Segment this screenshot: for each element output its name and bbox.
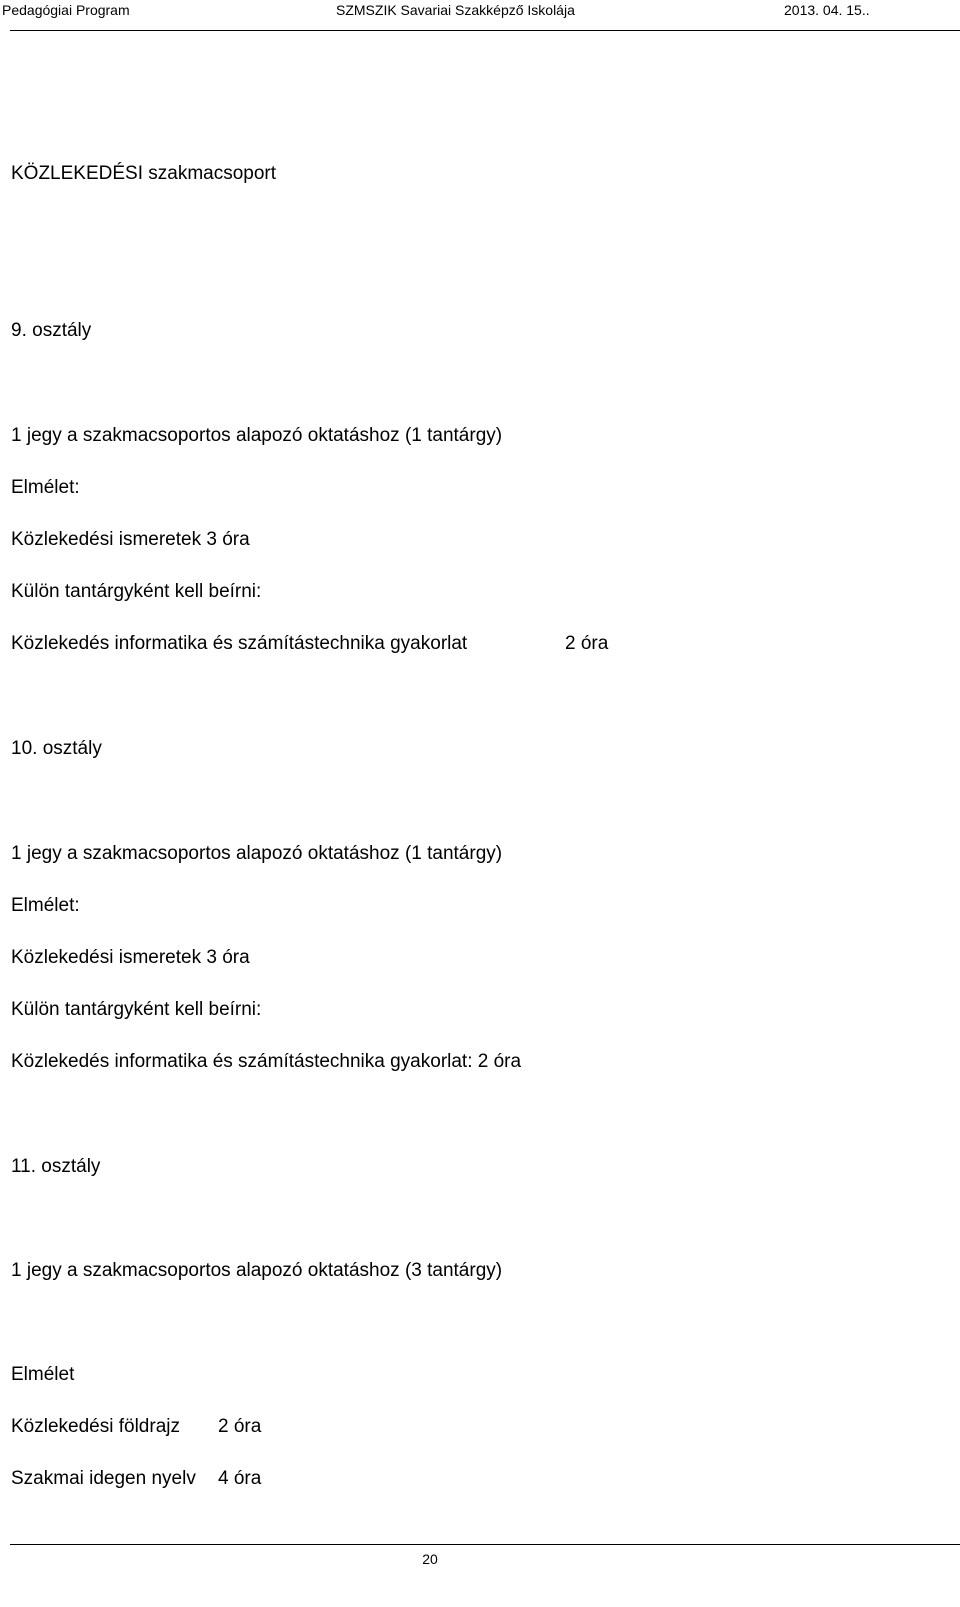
grade11-grade-rule: 1 jegy a szakmacsoportos alapozó oktatáshoz (3 tantárgy)	[11, 1260, 503, 1281]
grade11-title: 11. osztály	[11, 1156, 101, 1177]
header-date: 2013. 04. 15..	[784, 2, 870, 18]
grade9-subject-2-hours: 2 óra	[565, 633, 609, 654]
grade10-subject-2: Közlekedés informatika és számítástechnika gyakorlat: 2 óra	[11, 1051, 522, 1072]
grade11-subject-hours: 2 óra	[218, 1416, 262, 1437]
header-rule	[10, 30, 960, 31]
grade11-subject-hours: 4 óra	[218, 1468, 262, 1489]
grade9-subject-2-name: Közlekedés informatika és számítástechnika gyakorlat	[11, 633, 468, 654]
grade9-title: 9. osztály	[11, 320, 92, 341]
header-school-name: SZMSZIK Savariai Szakképző Iskolája	[336, 2, 575, 18]
grade11-subject-row	[11, 1468, 262, 1490]
grade11-subject-name: Közlekedési földrajz	[11, 1416, 180, 1437]
grade10-theory-label: Elmélet:	[11, 895, 80, 916]
grade9-separate-label: Külön tantárgyként kell beírni:	[11, 581, 262, 602]
grade10-grade-rule: 1 jegy a szakmacsoportos alapozó oktatáshoz (1 tantárgy)	[11, 843, 503, 864]
grade10-separate-label: Külön tantárgyként kell beírni:	[11, 999, 262, 1020]
grade11-subject-row	[11, 1416, 262, 1438]
grade11-subject-name: Szakmai idegen nyelv	[11, 1468, 196, 1489]
section-heading: KÖZLEKEDÉSI szakmacsoport	[11, 163, 277, 184]
header-program-title: Pedagógiai Program	[2, 2, 130, 18]
grade9-grade-rule: 1 jegy a szakmacsoportos alapozó oktatáshoz (1 tantárgy)	[11, 425, 503, 446]
grade9-subject-1: Közlekedési ismeretek 3 óra	[11, 529, 250, 550]
grade10-title: 10. osztály	[11, 738, 102, 759]
page-number: 20	[422, 1551, 438, 1567]
grade9-subject-2	[11, 633, 609, 655]
grade10-subject-1: Közlekedési ismeretek 3 óra	[11, 947, 250, 968]
grade11-theory-label: Elmélet	[11, 1364, 75, 1385]
footer-rule	[10, 1544, 960, 1545]
grade9-theory-label: Elmélet:	[11, 477, 80, 498]
page-header	[0, 0, 960, 31]
